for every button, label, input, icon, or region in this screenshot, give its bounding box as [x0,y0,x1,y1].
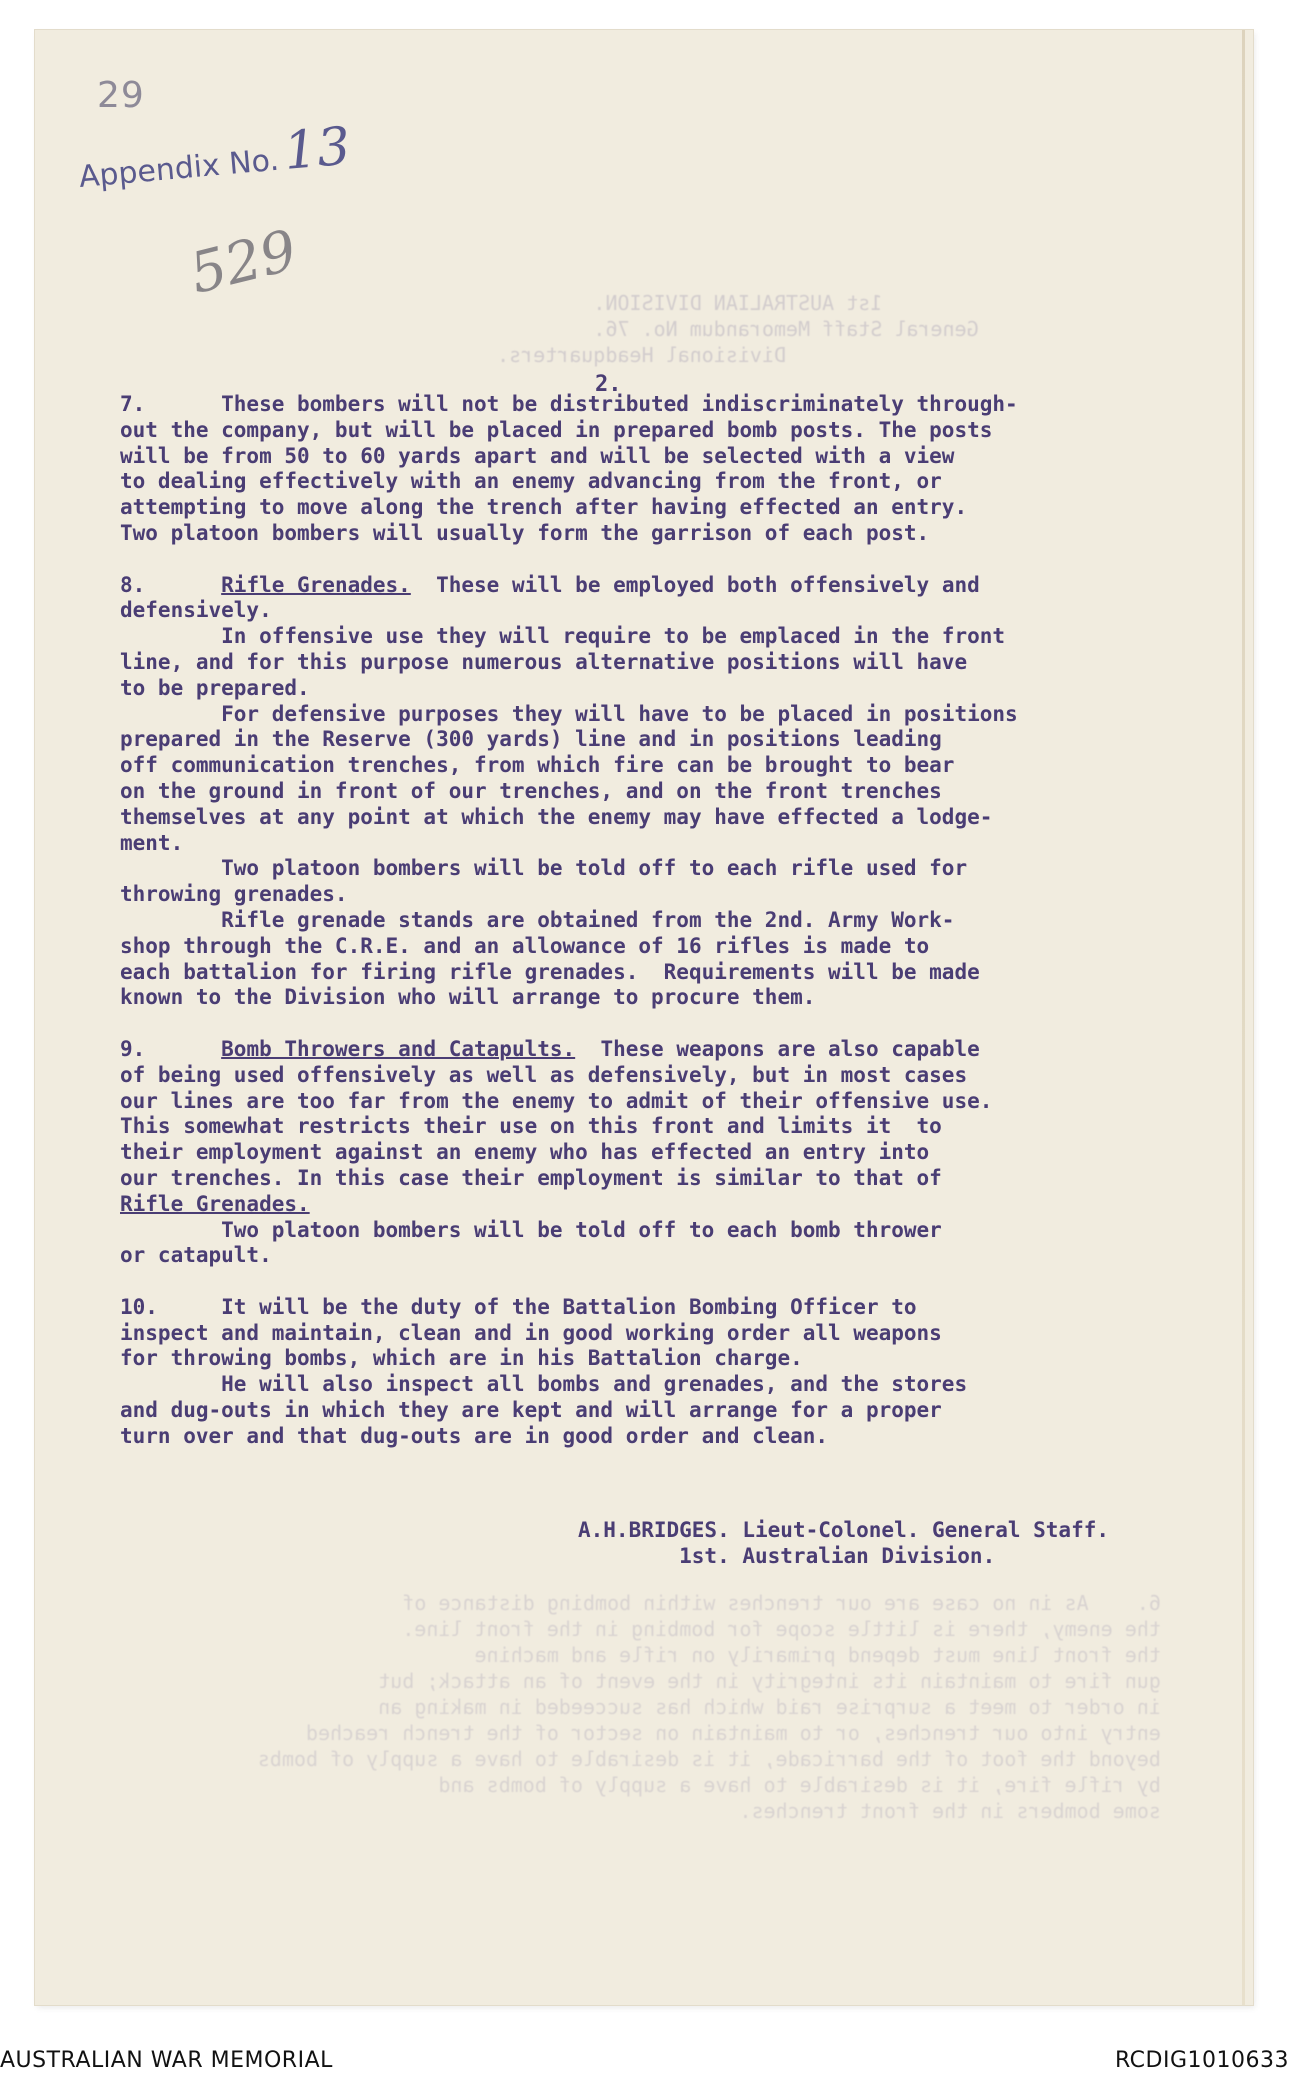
footer-reference-id: RCDIG1010633 [1114,2048,1289,2073]
body-line: off communication trenches, from which fire can be brought to bear [120,753,955,778]
body-line: and dug-outs in which they are kept and will arrange for a proper [120,1398,942,1423]
pencil-annotation: 529 [183,218,304,307]
body-line: out the company, but will be placed in prepared bomb posts. The posts [120,417,993,442]
body-line: Rifle grenade stands are obtained from the 2nd. Army Work- [120,907,955,932]
body-line: Two platoon bombers will be told off to each bomb thrower [120,1217,942,1242]
body-line: our lines are too far from the enemy to admit of their offensive use. [120,1088,993,1113]
body-line: each battalion for firing rifle grenades. Requirements will be made [120,959,980,984]
signature-line-2: 1st. Australian Division. [578,1544,996,1568]
paragraph-heading: Rifle Grenades. [221,572,411,597]
body-line: for throwing bombs, which are in his Battalion charge. [120,1346,803,1371]
memorandum-body [120,392,1200,1450]
body-line: 7. These bombers will not be distributed indiscriminately through- [120,392,1018,416]
body-line: Two platoon bombers will usually form the garrison of each post. [120,520,930,545]
appendix-label: Appendix No. [77,142,281,196]
paragraph-gap [120,1269,1200,1295]
body-line [120,1192,1200,1218]
body-line: of being used offensively as well as defensively, but in most cases [120,1062,968,1087]
signature-block [578,1517,1109,1569]
body-line: on the ground in front of our trenches, and on the front trenches [120,778,942,803]
body-line: will be from 50 to 60 yards apart and will be selected with a view [120,443,955,468]
body-line: In offensive use they will require to be emplaced in the front [120,624,1006,649]
body-line: ment. [120,830,184,855]
paragraph-gap [120,1011,1200,1037]
body-line: 10. It will be the duty of the Battalion Bombing Officer to [120,1294,917,1319]
body-line: 8. Rifle Grenades. These will be employed both offensively and [120,572,980,597]
body-line: 9. Bomb Throwers and Catapults. These weapons are also capable [120,1036,980,1061]
body-line: He will also inspect all bombs and grenades, and the stores [120,1372,968,1397]
body-line: inspect and maintain, clean and in good working order all weapons [120,1320,942,1345]
body-line: our trenches. In this case their employment is similar to that of [120,1165,942,1190]
body-line: turn over and that dug-outs are in good order and clean. [120,1423,829,1448]
body-line: shop through the C.R.E. and an allowance of 16 rifles is made to [120,933,930,958]
body-line: attempting to move along the trench after having effected an entry. [120,495,968,520]
body-line: prepared in the Reserve (300 yards) line and in positions leading [120,727,942,752]
body-line: throwing grenades. [120,882,348,907]
body-line: line, and for this purpose numerous alternative positions will have [120,649,968,674]
body-line: This somewhat restricts their use on this front and limits it to [120,1114,942,1139]
appendix-stamp [76,116,353,200]
footer-archive-name: AUSTRALIAN WAR MEMORIAL [0,2048,333,2073]
signature-line-1: A.H.BRIDGES. Lieut-Colonel. General Staff. [578,1518,1110,1542]
body-line: defensively. [120,598,272,623]
body-line: known to the Division who will arrange to procure them. [120,985,816,1010]
bleed-through-upper: 1st AUSTRALIAN DIVISION. General Staff Memorandum No. 76. Divisional Headquarters. [497,291,979,367]
body-line: to be prepared. [120,675,310,700]
paragraph-gap [120,547,1200,573]
body-line: Two platoon bombers will be told off to each rifle used for [120,856,968,881]
bleed-through-lower: 6. As in no case are our trenches within bombing distance of the enemy, there is little scope for bombing in the front line. the front line must depend primarily on rifle and machine gun fire to maintain its integrity in the event of an attack; but in order to meet a surprise raid which has succeeded in making an entry into our trenches, or to maintain on sector of the trench reached beyond the foot of the barricade, it is desirable to have a supply of bombs by rifle fire, it is desirable to have a supply of bombs and some bombers in the front trenches. [257,1591,1161,1823]
paragraph-heading: Rifle Grenades. [120,1191,310,1216]
page-number: 2. [595,372,622,397]
body-line: to dealing effectively with an enemy advancing from the front, or [120,469,942,494]
body-line: For defensive purposes they will have to be placed in positions [120,701,1018,726]
paragraph-heading: Bomb Throwers and Catapults. [221,1036,576,1061]
body-line: their employment against an enemy who has effected an entry into [120,1140,930,1165]
body-line: themselves at any point at which the enemy may have effected a lodge- [120,804,993,829]
folio-number: 29 [97,75,145,116]
appendix-number: 13 [281,116,353,182]
body-line: or catapult. [120,1243,272,1268]
